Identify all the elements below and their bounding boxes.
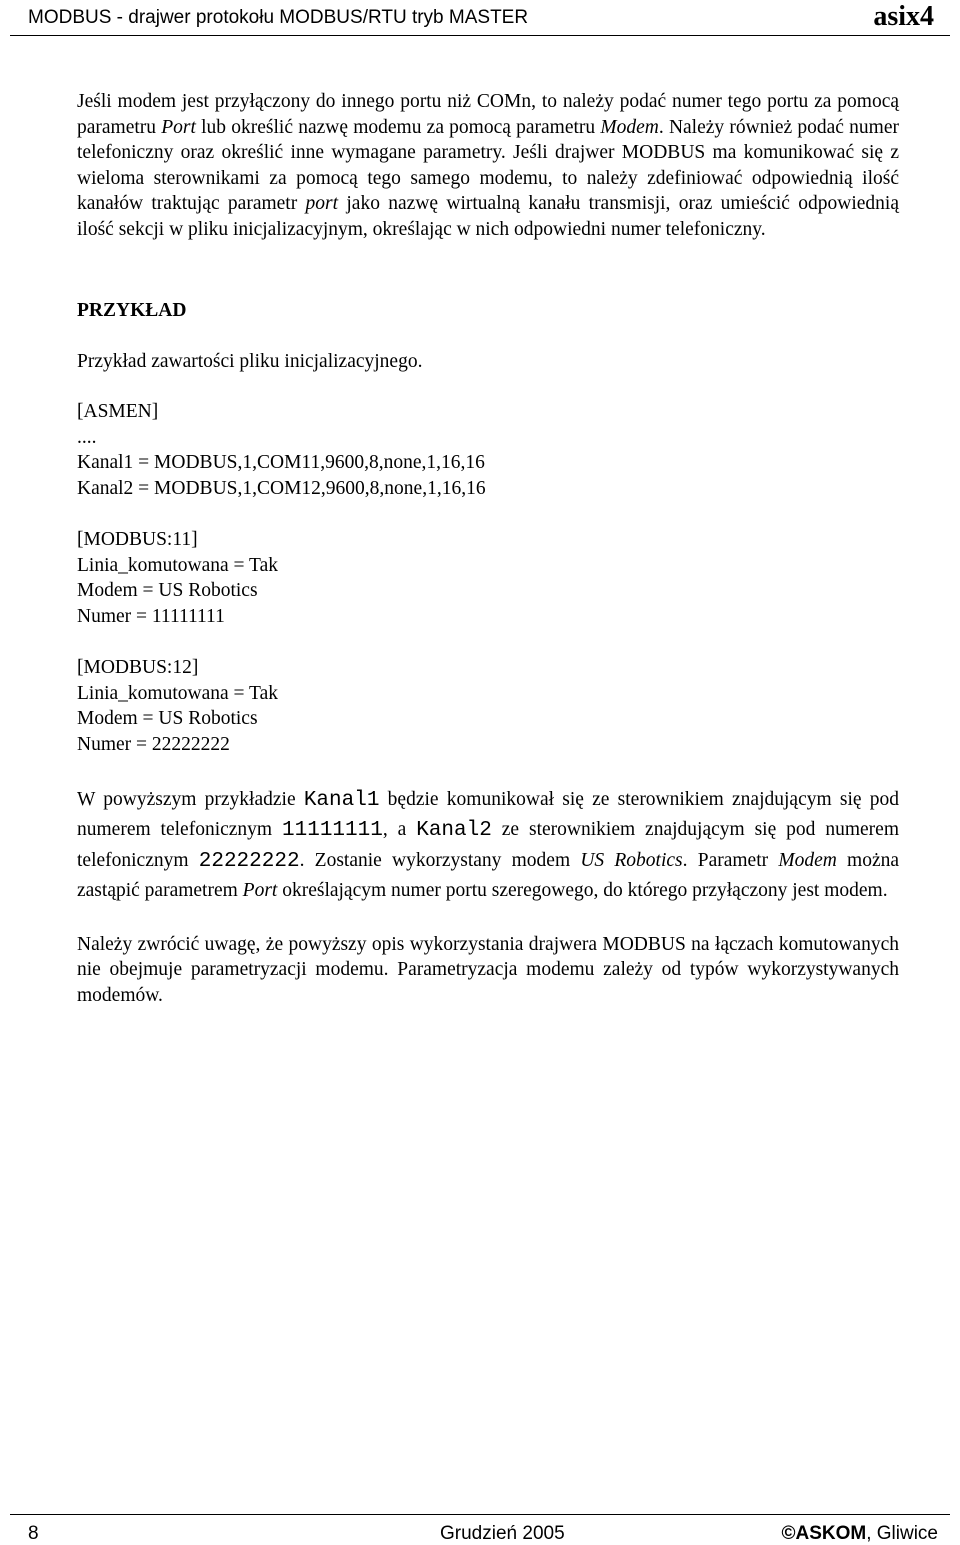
ini-line: Numer = 11111111 <box>77 605 225 627</box>
section-heading: PRZYKŁAD <box>77 300 187 321</box>
ini-line: [MODBUS:11] <box>77 529 198 551</box>
paragraph-example-explanation: W powyższym przykładzie Kanal1 będzie komunikował się ze sterownikiem znajdującym się pod numerem telefonicznym 11111111, a Kanal2 ze sterownikiem znajdującym się pod numerem telefonicznym 22222222. Zostanie wykorzystany modem US Robotics. Parametr Modem można zastąpić parametrem Port określającym numer portu szeregowego, do którego przyłączony jest modem. <box>77 788 900 901</box>
code-inline: Kanal1 <box>303 788 380 812</box>
header-divider <box>10 35 950 36</box>
page-number: 8 <box>28 1523 39 1544</box>
ini-line: Linia_komutowana = Tak <box>77 554 278 576</box>
footer-date: Grudzień 2005 <box>440 1523 565 1544</box>
ini-line: Modem = US Robotics <box>77 708 258 730</box>
ini-line: Numer = 22222222 <box>77 733 230 755</box>
ini-line: [ASMEN] <box>77 401 159 423</box>
ini-line: .... <box>77 426 97 448</box>
footer-divider <box>10 1514 950 1515</box>
code-inline: 22222222 <box>198 849 300 873</box>
ini-line: Kanal1 = MODBUS,1,COM11,9600,8,none,1,16,16 <box>77 452 485 474</box>
asix-logo: asix4 <box>873 1 934 32</box>
ini-line: [MODBUS:12] <box>77 657 199 679</box>
paragraph-note: Należy zwrócić uwagę, że powyższy opis wykorzystania drajwera MODBUS na łączach komutowanych nie obejmuje parametryzacji modemu. Parametryzacja modemu zależy od typów wykorzystywanych modemów. <box>77 933 899 1006</box>
ini-line: Linia_komutowana = Tak <box>77 682 278 704</box>
document-body <box>77 89 899 1008</box>
code-inline: Kanal2 <box>416 819 492 842</box>
header-title: MODBUS - drajwer protokołu MODBUS/RTU tryb MASTER <box>28 7 529 28</box>
code-inline: 11111111 <box>282 819 383 842</box>
paragraph-modem-port: Jeśli modem jest przyłączony do innego portu niż COMn, to należy podać numer tego portu za pomocą parametru Port lub określić nazwę modemu za pomocą parametru Modem. Należy również podać numer telefoniczny oraz określić inne wymagane parametry. Jeśli drajwer MODBUS ma komunikować się z wieloma sterownikami za pomocą tego samego modemu, to należy zdefiniować odpowiednią ilość kanałów traktując parametr port jako nazwę wirtualną kanału transmisji, oraz umieścić odpowiednią ilość sekcji w pliku inicjalizacyjnym, określając w nich odpowiedni numer telefoniczny. <box>77 91 899 240</box>
page-header <box>0 0 960 38</box>
ini-line: Kanal2 = MODBUS,1,COM12,9600,8,none,1,16,16 <box>77 477 486 499</box>
ini-file-example <box>77 399 899 757</box>
example-intro: Przykład zawartości pliku inicjalizacyjnego. <box>77 350 423 372</box>
page-footer <box>0 1505 960 1544</box>
footer-copyright: ©ASKOM, Gliwice <box>781 1523 938 1544</box>
ini-line: Modem = US Robotics <box>77 580 258 602</box>
